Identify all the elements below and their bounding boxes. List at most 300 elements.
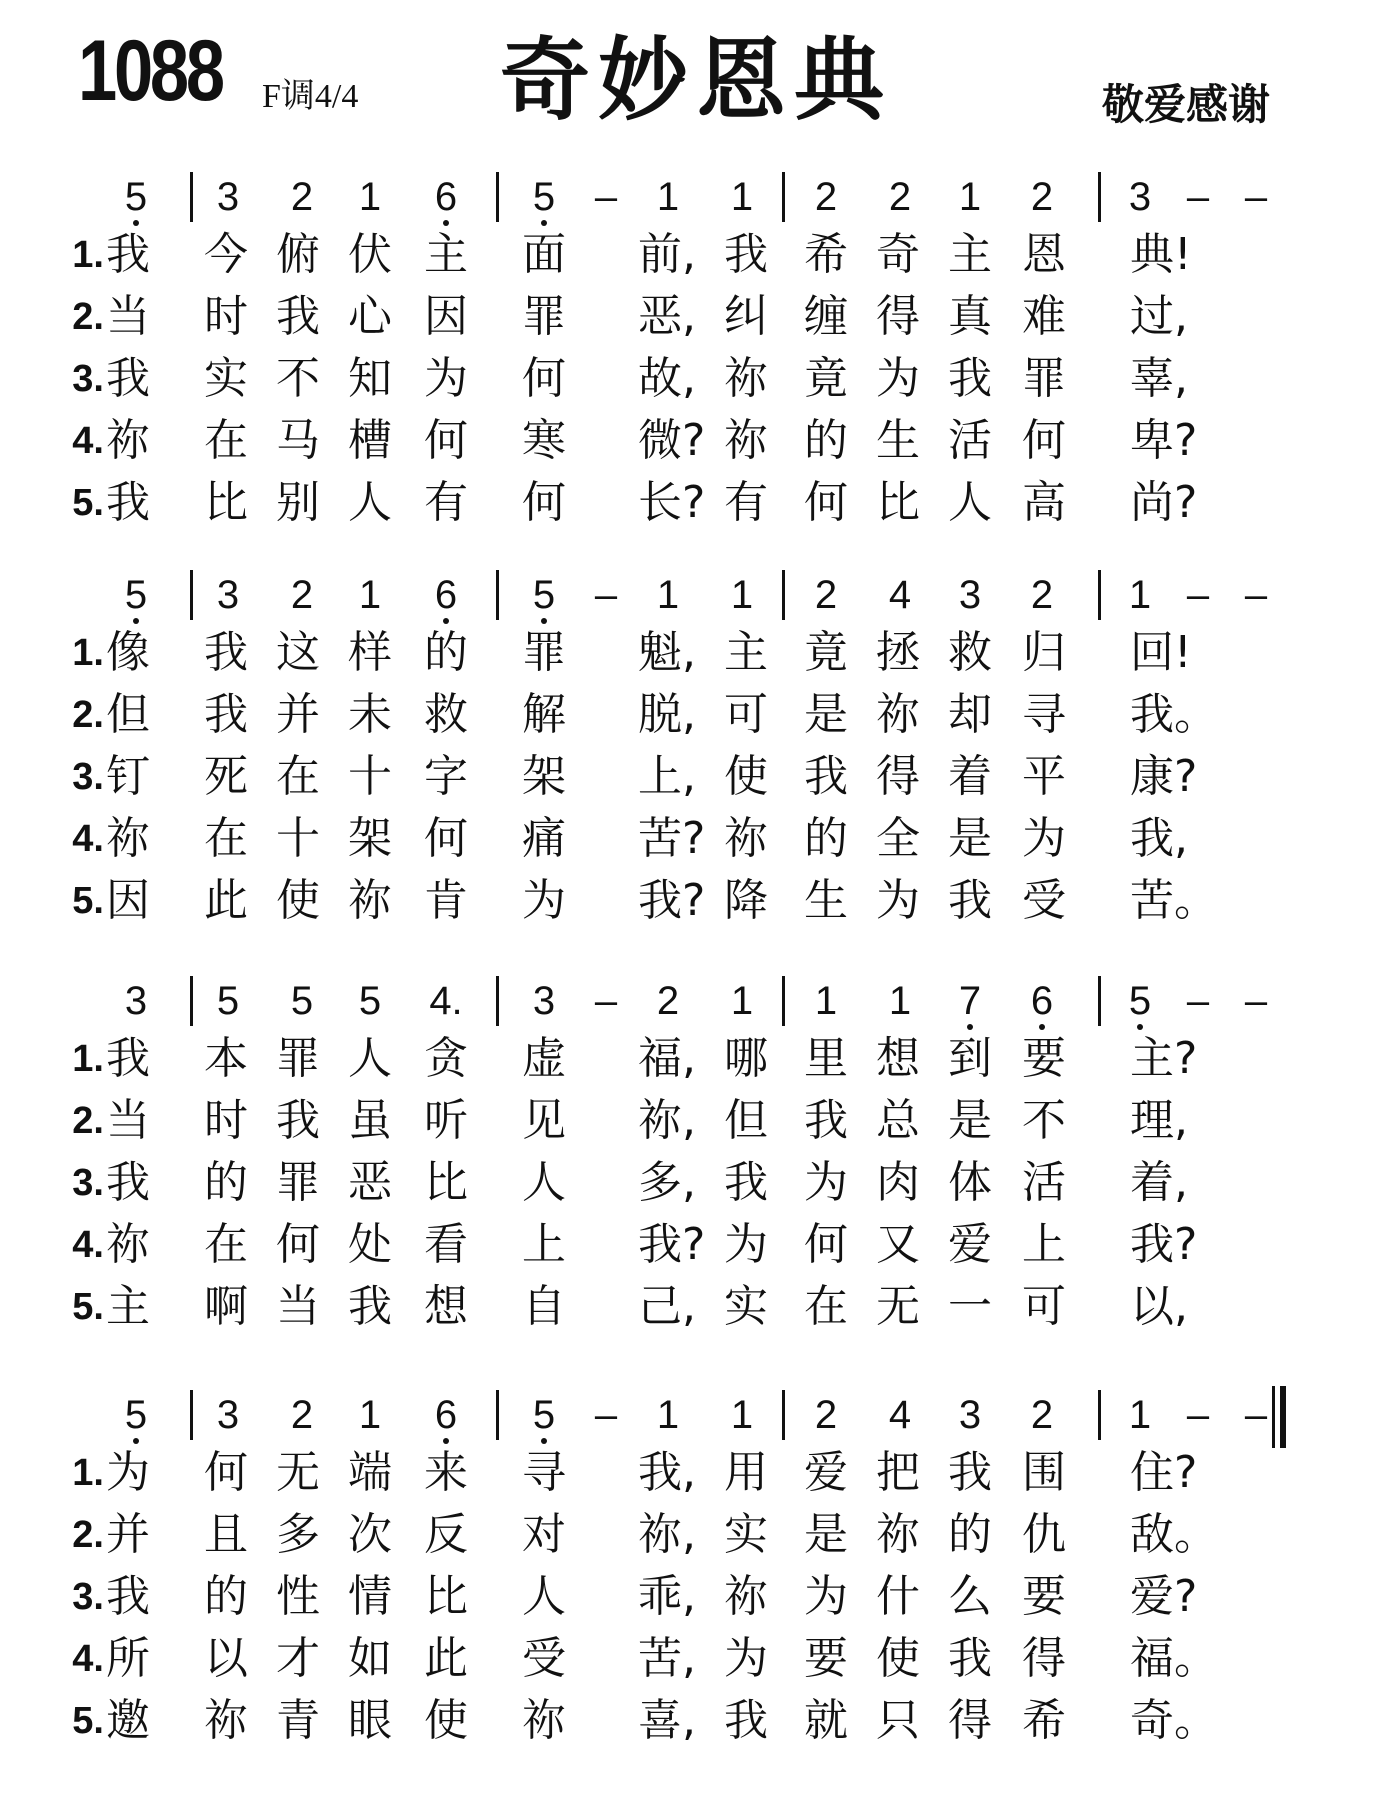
- lyric-word: 福,: [638, 1033, 696, 1084]
- lyric-word: 希: [1022, 1695, 1066, 1746]
- lyric-word: 要: [1022, 1571, 1066, 1622]
- note: 4: [888, 1393, 912, 1437]
- lyric-word: 知: [348, 353, 392, 404]
- lyric-word: 以: [204, 1633, 248, 1684]
- lyric-word: 祢: [724, 1571, 768, 1622]
- notes-row: [0, 168, 1376, 226]
- lyric-word: 是: [804, 1509, 848, 1560]
- lyric-word: 祢: [876, 1509, 920, 1560]
- lyric-word: 当: [106, 291, 150, 342]
- lyric-word: 辜,: [1130, 353, 1188, 404]
- note: 5: [124, 175, 148, 219]
- lyric-word: 全: [876, 813, 920, 864]
- lyric-line: [0, 1276, 1376, 1338]
- note: –: [1186, 175, 1210, 219]
- note: –: [594, 175, 618, 219]
- lyric-word: 邀: [106, 1695, 150, 1746]
- lyric-line: [0, 684, 1376, 746]
- note: –: [1186, 979, 1210, 1023]
- note: 2: [814, 1393, 838, 1437]
- lyric-word: 肉: [876, 1157, 920, 1208]
- lyric-word: 见: [522, 1095, 566, 1146]
- lyric-word: 对: [522, 1509, 566, 1560]
- lyric-word: 我: [948, 875, 992, 926]
- note: 6: [434, 573, 458, 617]
- lyric-word: 魁,: [638, 627, 696, 678]
- lyric-word: 恶: [348, 1157, 392, 1208]
- lyric-word: 在: [804, 1281, 848, 1332]
- lyric-word: 高: [1022, 477, 1066, 528]
- verse-number: 5.: [72, 880, 104, 922]
- verse-number: 5.: [72, 1286, 104, 1328]
- verse-number: 5.: [72, 482, 104, 524]
- lyric-word: 时: [204, 1095, 248, 1146]
- lyric-word: 肯: [424, 875, 468, 926]
- lyric-word: 受: [522, 1633, 566, 1684]
- lyric-word: 活: [948, 415, 992, 466]
- lyric-word: 使: [876, 1633, 920, 1684]
- lyric-word: 着,: [1130, 1157, 1188, 1208]
- lyric-word: 奇。: [1130, 1695, 1218, 1746]
- lyric-line: [0, 1504, 1376, 1566]
- lyric-word: 本: [204, 1033, 248, 1084]
- lyric-word: 祢: [724, 813, 768, 864]
- lyric-word: 人: [348, 477, 392, 528]
- lyric-word: 纠: [724, 291, 768, 342]
- note: –: [1244, 979, 1268, 1023]
- note: 6: [434, 175, 458, 219]
- lyric-word: 己,: [638, 1281, 696, 1332]
- lyric-word: 来: [424, 1447, 468, 1498]
- lyric-word: 苦?: [638, 813, 706, 864]
- note: 1: [1128, 1393, 1152, 1437]
- verse-number: 3.: [72, 1576, 104, 1618]
- verse-number: 1.: [72, 234, 104, 276]
- lyric-word: 我: [804, 1095, 848, 1146]
- note: 2: [290, 1393, 314, 1437]
- lyric-word: 罪: [522, 627, 566, 678]
- lyric-word: 要: [1022, 1033, 1066, 1084]
- lyric-word: 且: [204, 1509, 248, 1560]
- lyric-word: 福。: [1130, 1633, 1218, 1684]
- lyric-word: 我: [804, 751, 848, 802]
- note: 5: [532, 175, 556, 219]
- lyric-word: 主: [948, 229, 992, 280]
- verse-number: 4.: [72, 1224, 104, 1266]
- lyric-line: [0, 1090, 1376, 1152]
- lyric-line: [0, 224, 1376, 286]
- note: 2: [814, 573, 838, 617]
- lyric-word: 回!: [1130, 627, 1192, 678]
- lyric-line: [0, 410, 1376, 472]
- note: 3: [958, 1393, 982, 1437]
- lyric-line: [0, 808, 1376, 870]
- lyric-word: 尚?: [1130, 477, 1198, 528]
- lyric-word: 救: [948, 627, 992, 678]
- lyric-word: 青: [276, 1695, 320, 1746]
- lyric-word: 要: [804, 1633, 848, 1684]
- lyric-word: 何: [522, 353, 566, 404]
- lyric-word: 何: [204, 1447, 248, 1498]
- lyric-word: 无: [876, 1281, 920, 1332]
- lyric-word: 使: [276, 875, 320, 926]
- lyric-line: [0, 1442, 1376, 1504]
- lyric-word: 的: [204, 1157, 248, 1208]
- lyric-word: 我?: [638, 1219, 706, 1270]
- lyric-word: 实: [724, 1281, 768, 1332]
- lyric-word: 却: [948, 689, 992, 740]
- note: 6: [434, 1393, 458, 1437]
- lyric-word: 所: [106, 1633, 150, 1684]
- note: 5: [124, 573, 148, 617]
- lyric-word: 到: [948, 1033, 992, 1084]
- lyric-word: 马: [276, 415, 320, 466]
- verse-number: 1.: [72, 1452, 104, 1494]
- lyric-word: 着: [948, 751, 992, 802]
- lyric-word: 架: [522, 751, 566, 802]
- lyric-word: 的: [804, 415, 848, 466]
- lyric-word: 生: [876, 415, 920, 466]
- lyric-word: 我: [348, 1281, 392, 1332]
- lyric-word: 比: [204, 477, 248, 528]
- note: –: [1244, 1393, 1268, 1437]
- lyric-word: 前,: [638, 229, 696, 280]
- lyric-word: 我: [276, 291, 320, 342]
- note: 2: [814, 175, 838, 219]
- lyric-line: [0, 1690, 1376, 1752]
- lyric-word: 我: [948, 1447, 992, 1498]
- note: 3: [1128, 175, 1152, 219]
- note: 5: [216, 979, 240, 1023]
- lyric-word: 为: [804, 1571, 848, 1622]
- lyric-word: 主: [424, 229, 468, 280]
- lyric-line: [0, 746, 1376, 808]
- note: 1: [1128, 573, 1152, 617]
- lyric-word: 得: [1022, 1633, 1066, 1684]
- lyric-word: 康?: [1130, 751, 1198, 802]
- lyric-word: 得: [876, 291, 920, 342]
- lyric-word: 爱: [804, 1447, 848, 1498]
- lyric-word: 死: [204, 751, 248, 802]
- note: 2: [656, 979, 680, 1023]
- barline: [782, 1390, 785, 1440]
- lyric-word: 多,: [638, 1157, 696, 1208]
- lyric-word: 又: [876, 1219, 920, 1270]
- lyric-word: 长?: [638, 477, 706, 528]
- note: 2: [1030, 175, 1054, 219]
- notes-row: [0, 972, 1376, 1030]
- lyric-word: 我: [724, 1695, 768, 1746]
- lyric-word: 次: [348, 1509, 392, 1560]
- lyric-word: 我: [106, 477, 150, 528]
- verse-number: 2.: [72, 694, 104, 736]
- lyric-word: 我: [724, 1157, 768, 1208]
- lyric-word: 以,: [1130, 1281, 1188, 1332]
- note: 2: [1030, 573, 1054, 617]
- lyric-word: 我: [106, 1033, 150, 1084]
- verse-number: 3.: [72, 358, 104, 400]
- lyric-word: 降: [724, 875, 768, 926]
- lyric-word: 反: [424, 1509, 468, 1560]
- lyric-line: [0, 1028, 1376, 1090]
- lyric-word: 爱?: [1130, 1571, 1198, 1622]
- lyric-word: 眼: [348, 1695, 392, 1746]
- lyric-word: 人: [522, 1571, 566, 1622]
- lyric-word: 里: [804, 1033, 848, 1084]
- lyric-word: 为: [1022, 813, 1066, 864]
- lyric-word: 难: [1022, 291, 1066, 342]
- lyric-word: 我: [106, 353, 150, 404]
- lyric-word: 恩: [1022, 229, 1066, 280]
- lyric-word: 性: [276, 1571, 320, 1622]
- lyric-word: 我: [204, 627, 248, 678]
- hymn-header: [0, 0, 1376, 150]
- lyric-word: 为: [106, 1447, 150, 1498]
- lyric-word: 想: [424, 1281, 468, 1332]
- lyric-word: 比: [424, 1571, 468, 1622]
- note: –: [594, 979, 618, 1023]
- lyric-word: 钉: [106, 751, 150, 802]
- lyric-word: 体: [948, 1157, 992, 1208]
- note: 6: [1030, 979, 1054, 1023]
- note: 1: [730, 573, 754, 617]
- lyric-word: 祢: [724, 415, 768, 466]
- verse-number: 2.: [72, 1514, 104, 1556]
- lyric-word: 我: [948, 353, 992, 404]
- lyric-word: 在: [204, 1219, 248, 1270]
- note: 1: [656, 1393, 680, 1437]
- lyric-word: 祢: [106, 415, 150, 466]
- lyric-word: 得: [948, 1695, 992, 1746]
- note: 3: [958, 573, 982, 617]
- lyric-word: 何: [522, 477, 566, 528]
- lyric-word: 并: [276, 689, 320, 740]
- lyric-word: 理,: [1130, 1095, 1188, 1146]
- lyric-word: 时: [204, 291, 248, 342]
- lyric-word: 但: [106, 689, 150, 740]
- lyric-line: [0, 472, 1376, 534]
- lyric-word: 一: [948, 1281, 992, 1332]
- lyric-word: 何: [276, 1219, 320, 1270]
- verse-number: 3.: [72, 1162, 104, 1204]
- lyric-word: 实: [204, 353, 248, 404]
- lyric-word: 情: [348, 1571, 392, 1622]
- lyric-word: 为: [724, 1219, 768, 1270]
- lyric-word: 得: [876, 751, 920, 802]
- note: –: [1186, 573, 1210, 617]
- lyric-word: 围: [1022, 1447, 1066, 1498]
- lyric-word: 何: [1022, 415, 1066, 466]
- lyric-word: 罪: [276, 1157, 320, 1208]
- lyric-word: 有: [724, 477, 768, 528]
- lyric-word: 活: [1022, 1157, 1066, 1208]
- lyric-word: 如: [348, 1633, 392, 1684]
- lyric-word: 何: [424, 813, 468, 864]
- lyric-word: 比: [424, 1157, 468, 1208]
- note: 1: [358, 175, 382, 219]
- note: –: [1186, 1393, 1210, 1437]
- lyric-word: 微?: [638, 415, 706, 466]
- lyric-word: 上: [1022, 1219, 1066, 1270]
- lyric-line: [0, 622, 1376, 684]
- lyric-word: 的: [204, 1571, 248, 1622]
- lyric-word: 就: [804, 1695, 848, 1746]
- lyric-word: 人: [522, 1157, 566, 1208]
- lyric-word: 脱,: [638, 689, 696, 740]
- lyric-word: 架: [348, 813, 392, 864]
- lyric-word: 心: [348, 291, 392, 342]
- lyric-word: 使: [424, 1695, 468, 1746]
- lyric-word: 虽: [348, 1095, 392, 1146]
- barline: [190, 1390, 193, 1440]
- barline: [496, 172, 499, 222]
- barline: [1098, 1390, 1101, 1440]
- lyric-word: 十: [276, 813, 320, 864]
- lyric-word: 竟: [804, 627, 848, 678]
- lyric-word: 为: [424, 353, 468, 404]
- lyric-word: 我: [276, 1095, 320, 1146]
- lyric-word: 希: [804, 229, 848, 280]
- lyric-word: 听: [424, 1095, 468, 1146]
- lyric-word: 我: [106, 1157, 150, 1208]
- lyric-line: [0, 1628, 1376, 1690]
- note: 4.: [429, 979, 463, 1023]
- lyric-word: 处: [348, 1219, 392, 1270]
- lyric-word: 的: [948, 1509, 992, 1560]
- lyric-word: 样: [348, 627, 392, 678]
- lyric-word: 我?: [1130, 1219, 1198, 1270]
- lyric-word: 我,: [1130, 813, 1188, 864]
- lyric-word: 典!: [1130, 229, 1192, 280]
- lyric-word: 我。: [1130, 689, 1218, 740]
- lyric-line: [0, 1566, 1376, 1628]
- notes-row: [0, 1386, 1376, 1444]
- verse-number: 1.: [72, 632, 104, 674]
- lyric-word: 苦,: [638, 1633, 696, 1684]
- lyric-word: 此: [424, 1633, 468, 1684]
- lyric-word: 并: [106, 1509, 150, 1560]
- lyric-word: 槽: [348, 415, 392, 466]
- note: 5: [290, 979, 314, 1023]
- lyric-word: 想: [876, 1033, 920, 1084]
- barline: [496, 1390, 499, 1440]
- lyric-word: 今: [204, 229, 248, 280]
- lyric-word: 恶,: [638, 291, 696, 342]
- note: 2: [290, 573, 314, 617]
- key-signature: F调4/4: [262, 78, 359, 115]
- lyric-word: 祢: [876, 689, 920, 740]
- lyric-word: 的: [424, 627, 468, 678]
- barline: [1098, 570, 1101, 620]
- note: 3: [216, 1393, 240, 1437]
- lyric-word: 上,: [638, 751, 696, 802]
- note: 1: [730, 1393, 754, 1437]
- note: 1: [358, 573, 382, 617]
- lyric-word: 只: [876, 1695, 920, 1746]
- barline: [496, 976, 499, 1026]
- lyric-word: 我: [204, 689, 248, 740]
- note: 2: [290, 175, 314, 219]
- lyric-word: 俯: [276, 229, 320, 280]
- note: 3: [124, 979, 148, 1023]
- lyric-word: 用: [724, 1447, 768, 1498]
- lyric-word: 平: [1022, 751, 1066, 802]
- lyric-word: 在: [204, 415, 248, 466]
- lyric-word: 为: [876, 353, 920, 404]
- hymn-category: 敬爱感谢: [1102, 80, 1271, 129]
- lyric-word: 无: [276, 1447, 320, 1498]
- lyric-word: 这: [276, 627, 320, 678]
- lyric-word: 在: [204, 813, 248, 864]
- barline: [190, 172, 193, 222]
- lyric-word: 祢,: [638, 1095, 696, 1146]
- lyric-word: 么: [948, 1571, 992, 1622]
- lyric-word: 主: [724, 627, 768, 678]
- lyric-word: 为: [724, 1633, 768, 1684]
- lyric-word: 祢: [522, 1695, 566, 1746]
- lyric-word: 把: [876, 1447, 920, 1498]
- lyric-word: 十: [348, 751, 392, 802]
- note: –: [1244, 573, 1268, 617]
- lyric-word: 祢: [106, 1219, 150, 1270]
- lyric-word: 有: [424, 477, 468, 528]
- note: 5: [124, 1393, 148, 1437]
- lyric-word: 寒: [522, 415, 566, 466]
- lyric-word: 自: [522, 1281, 566, 1332]
- lyric-word: 我: [106, 1571, 150, 1622]
- lyric-word: 生: [804, 875, 848, 926]
- note: 1: [656, 573, 680, 617]
- lyric-word: 故,: [638, 353, 696, 404]
- lyric-word: 喜,: [638, 1695, 696, 1746]
- lyric-word: 不: [276, 353, 320, 404]
- lyric-line: [0, 1152, 1376, 1214]
- barline: [782, 976, 785, 1026]
- verse-number: 4.: [72, 1638, 104, 1680]
- lyric-word: 罪: [522, 291, 566, 342]
- lyric-word: 因: [106, 875, 150, 926]
- lyric-word: 面: [522, 229, 566, 280]
- note: –: [594, 573, 618, 617]
- note: 1: [358, 1393, 382, 1437]
- verse-number: 5.: [72, 1700, 104, 1742]
- note: 1: [888, 979, 912, 1023]
- lyric-word: 何: [804, 477, 848, 528]
- lyric-word: 像: [106, 627, 150, 678]
- lyric-word: 上: [522, 1219, 566, 1270]
- lyric-word: 什: [876, 1571, 920, 1622]
- verse-number: 4.: [72, 818, 104, 860]
- lyric-line: [0, 348, 1376, 410]
- lyric-word: 实: [724, 1509, 768, 1560]
- note: 3: [216, 573, 240, 617]
- verse-number: 2.: [72, 296, 104, 338]
- note: 1: [730, 979, 754, 1023]
- hymn-number: 1088: [78, 23, 222, 119]
- lyric-word: 竟: [804, 353, 848, 404]
- lyric-word: 寻: [522, 1447, 566, 1498]
- lyric-word: 解: [522, 689, 566, 740]
- lyric-word: 的: [804, 813, 848, 864]
- barline: [190, 570, 193, 620]
- lyric-word: 祢: [204, 1695, 248, 1746]
- lyric-word: 不: [1022, 1095, 1066, 1146]
- lyric-word: 过,: [1130, 291, 1188, 342]
- verse-number: 1.: [72, 1038, 104, 1080]
- lyric-word: 别: [276, 477, 320, 528]
- lyric-word: 为: [876, 875, 920, 926]
- lyric-word: 祢,: [638, 1509, 696, 1560]
